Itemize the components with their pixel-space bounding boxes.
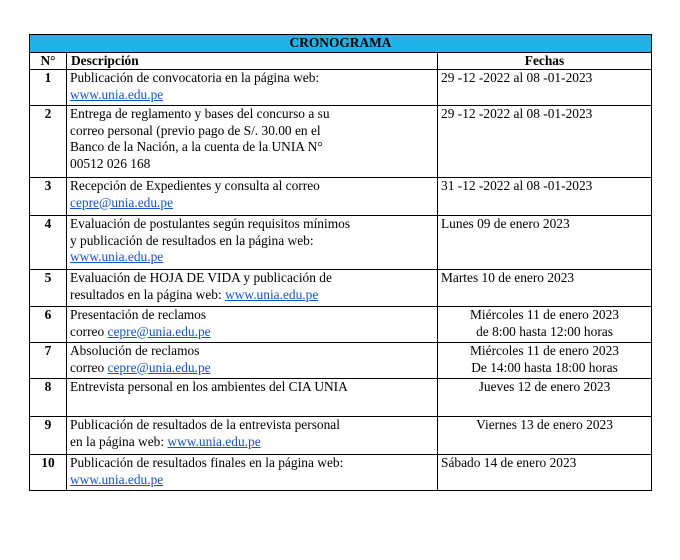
- row-description: [67, 270, 438, 307]
- table-title-row: [30, 35, 652, 53]
- row-date: [438, 216, 652, 270]
- description-text: correo: [70, 323, 108, 339]
- date-line: Sábado 14 de enero 2023: [441, 455, 577, 470]
- row-number: 5: [30, 270, 67, 307]
- website-link[interactable]: www.unia.edu.pe: [70, 86, 164, 102]
- email-link[interactable]: cepre@unia.edu.pe: [107, 359, 211, 375]
- table-row: [30, 307, 652, 343]
- date-line: Miércoles 11 de enero 2023: [470, 343, 619, 358]
- website-link[interactable]: www.unia.edu.pe: [167, 433, 261, 449]
- table-header-row: [30, 52, 652, 70]
- header-description: Descripción: [67, 52, 438, 70]
- date-line: Lunes 09 de enero 2023: [441, 216, 570, 231]
- row-description: [67, 106, 438, 178]
- row-date: [438, 379, 652, 417]
- schedule-table: [29, 34, 652, 491]
- email-link[interactable]: cepre@unia.edu.pe: [107, 323, 211, 339]
- row-number: 6: [30, 307, 67, 343]
- website-link[interactable]: www.unia.edu.pe: [225, 286, 319, 302]
- description-text: en la página web:: [70, 433, 168, 449]
- table-row: [30, 70, 652, 106]
- website-link[interactable]: www.unia.edu.pe: [70, 249, 164, 264]
- table-row: [30, 270, 652, 307]
- date-line: Jueves 12 de enero 2023: [478, 379, 611, 394]
- row-number: 3: [30, 178, 67, 216]
- row-number: 2: [30, 106, 67, 178]
- table-row: [30, 178, 652, 216]
- description-line: Evaluación de HOJA DE VIDA y publicación de: [70, 270, 332, 285]
- date-line: 29 -12 -2022 al 08 -01-2023: [441, 70, 593, 85]
- row-date: [438, 307, 652, 343]
- description-line: y publicación de resultados en la página web:: [70, 232, 314, 248]
- description-line: correo personal (previo pago de S/. 30.00 en el: [70, 122, 321, 138]
- time-line: De 14:00 hasta 18:00 horas: [471, 359, 618, 375]
- row-date: [438, 455, 652, 491]
- table-row: [30, 216, 652, 270]
- table-row: [30, 417, 652, 455]
- row-description: [67, 216, 438, 270]
- row-date: [438, 70, 652, 106]
- date-line: 31 -12 -2022 al 08 -01-2023: [441, 178, 593, 193]
- row-date: [438, 270, 652, 307]
- description-line: Entrega de reglamento y bases del concurso a su: [70, 106, 330, 121]
- description-line: Absolución de reclamos: [70, 343, 200, 358]
- time-line: de 8:00 hasta 12:00 horas: [476, 323, 613, 339]
- row-description: [67, 70, 438, 106]
- row-description: [67, 379, 438, 417]
- row-number: 4: [30, 216, 67, 270]
- description-line: Entrevista personal en los ambientes del CIA UNIA: [70, 379, 348, 394]
- date-line: 29 -12 -2022 al 08 -01-2023: [441, 106, 593, 121]
- row-date: [438, 343, 652, 379]
- table-row: [30, 343, 652, 379]
- row-description: [67, 455, 438, 491]
- description-line: 00512 026 168: [70, 155, 151, 171]
- row-description: [67, 307, 438, 343]
- date-line: Viernes 13 de enero 2023: [476, 417, 613, 432]
- date-line: Miércoles 11 de enero 2023: [470, 307, 619, 322]
- date-line: Martes 10 de enero 2023: [441, 270, 575, 285]
- description-text: resultados en la página web:: [70, 286, 226, 302]
- table-row: [30, 455, 652, 491]
- row-number: 1: [30, 70, 67, 106]
- header-dates: Fechas: [438, 52, 652, 70]
- description-line: Publicación de resultados de la entrevista personal: [70, 417, 340, 432]
- description-line: Evaluación de postulantes según requisitos mínimos: [70, 216, 351, 231]
- row-description: [67, 417, 438, 455]
- row-number: 9: [30, 417, 67, 455]
- description-line: Banco de la Nación, a la cuenta de la UNIA N°: [70, 139, 323, 154]
- row-date: [438, 417, 652, 455]
- row-number: 10: [30, 455, 67, 491]
- row-description: [67, 178, 438, 216]
- description-line: Recepción de Expedientes y consulta al correo: [70, 178, 320, 193]
- description-text: correo: [70, 359, 108, 375]
- row-description: [67, 343, 438, 379]
- table-row: [30, 106, 652, 178]
- row-number: 7: [30, 343, 67, 379]
- email-link[interactable]: cepre@unia.edu.pe: [70, 194, 174, 210]
- website-link[interactable]: www.unia.edu.pe: [70, 471, 164, 487]
- table-row: [30, 379, 652, 417]
- description-line: Presentación de reclamos: [70, 307, 207, 322]
- row-date: [438, 178, 652, 216]
- table-title: CRONOGRAMA: [30, 35, 652, 53]
- description-line: Publicación de resultados finales en la página web:: [70, 455, 344, 470]
- row-date: [438, 106, 652, 178]
- row-number: 8: [30, 379, 67, 417]
- header-number: N°: [30, 52, 67, 70]
- description-line: Publicación de convocatoria en la página web:: [70, 70, 320, 85]
